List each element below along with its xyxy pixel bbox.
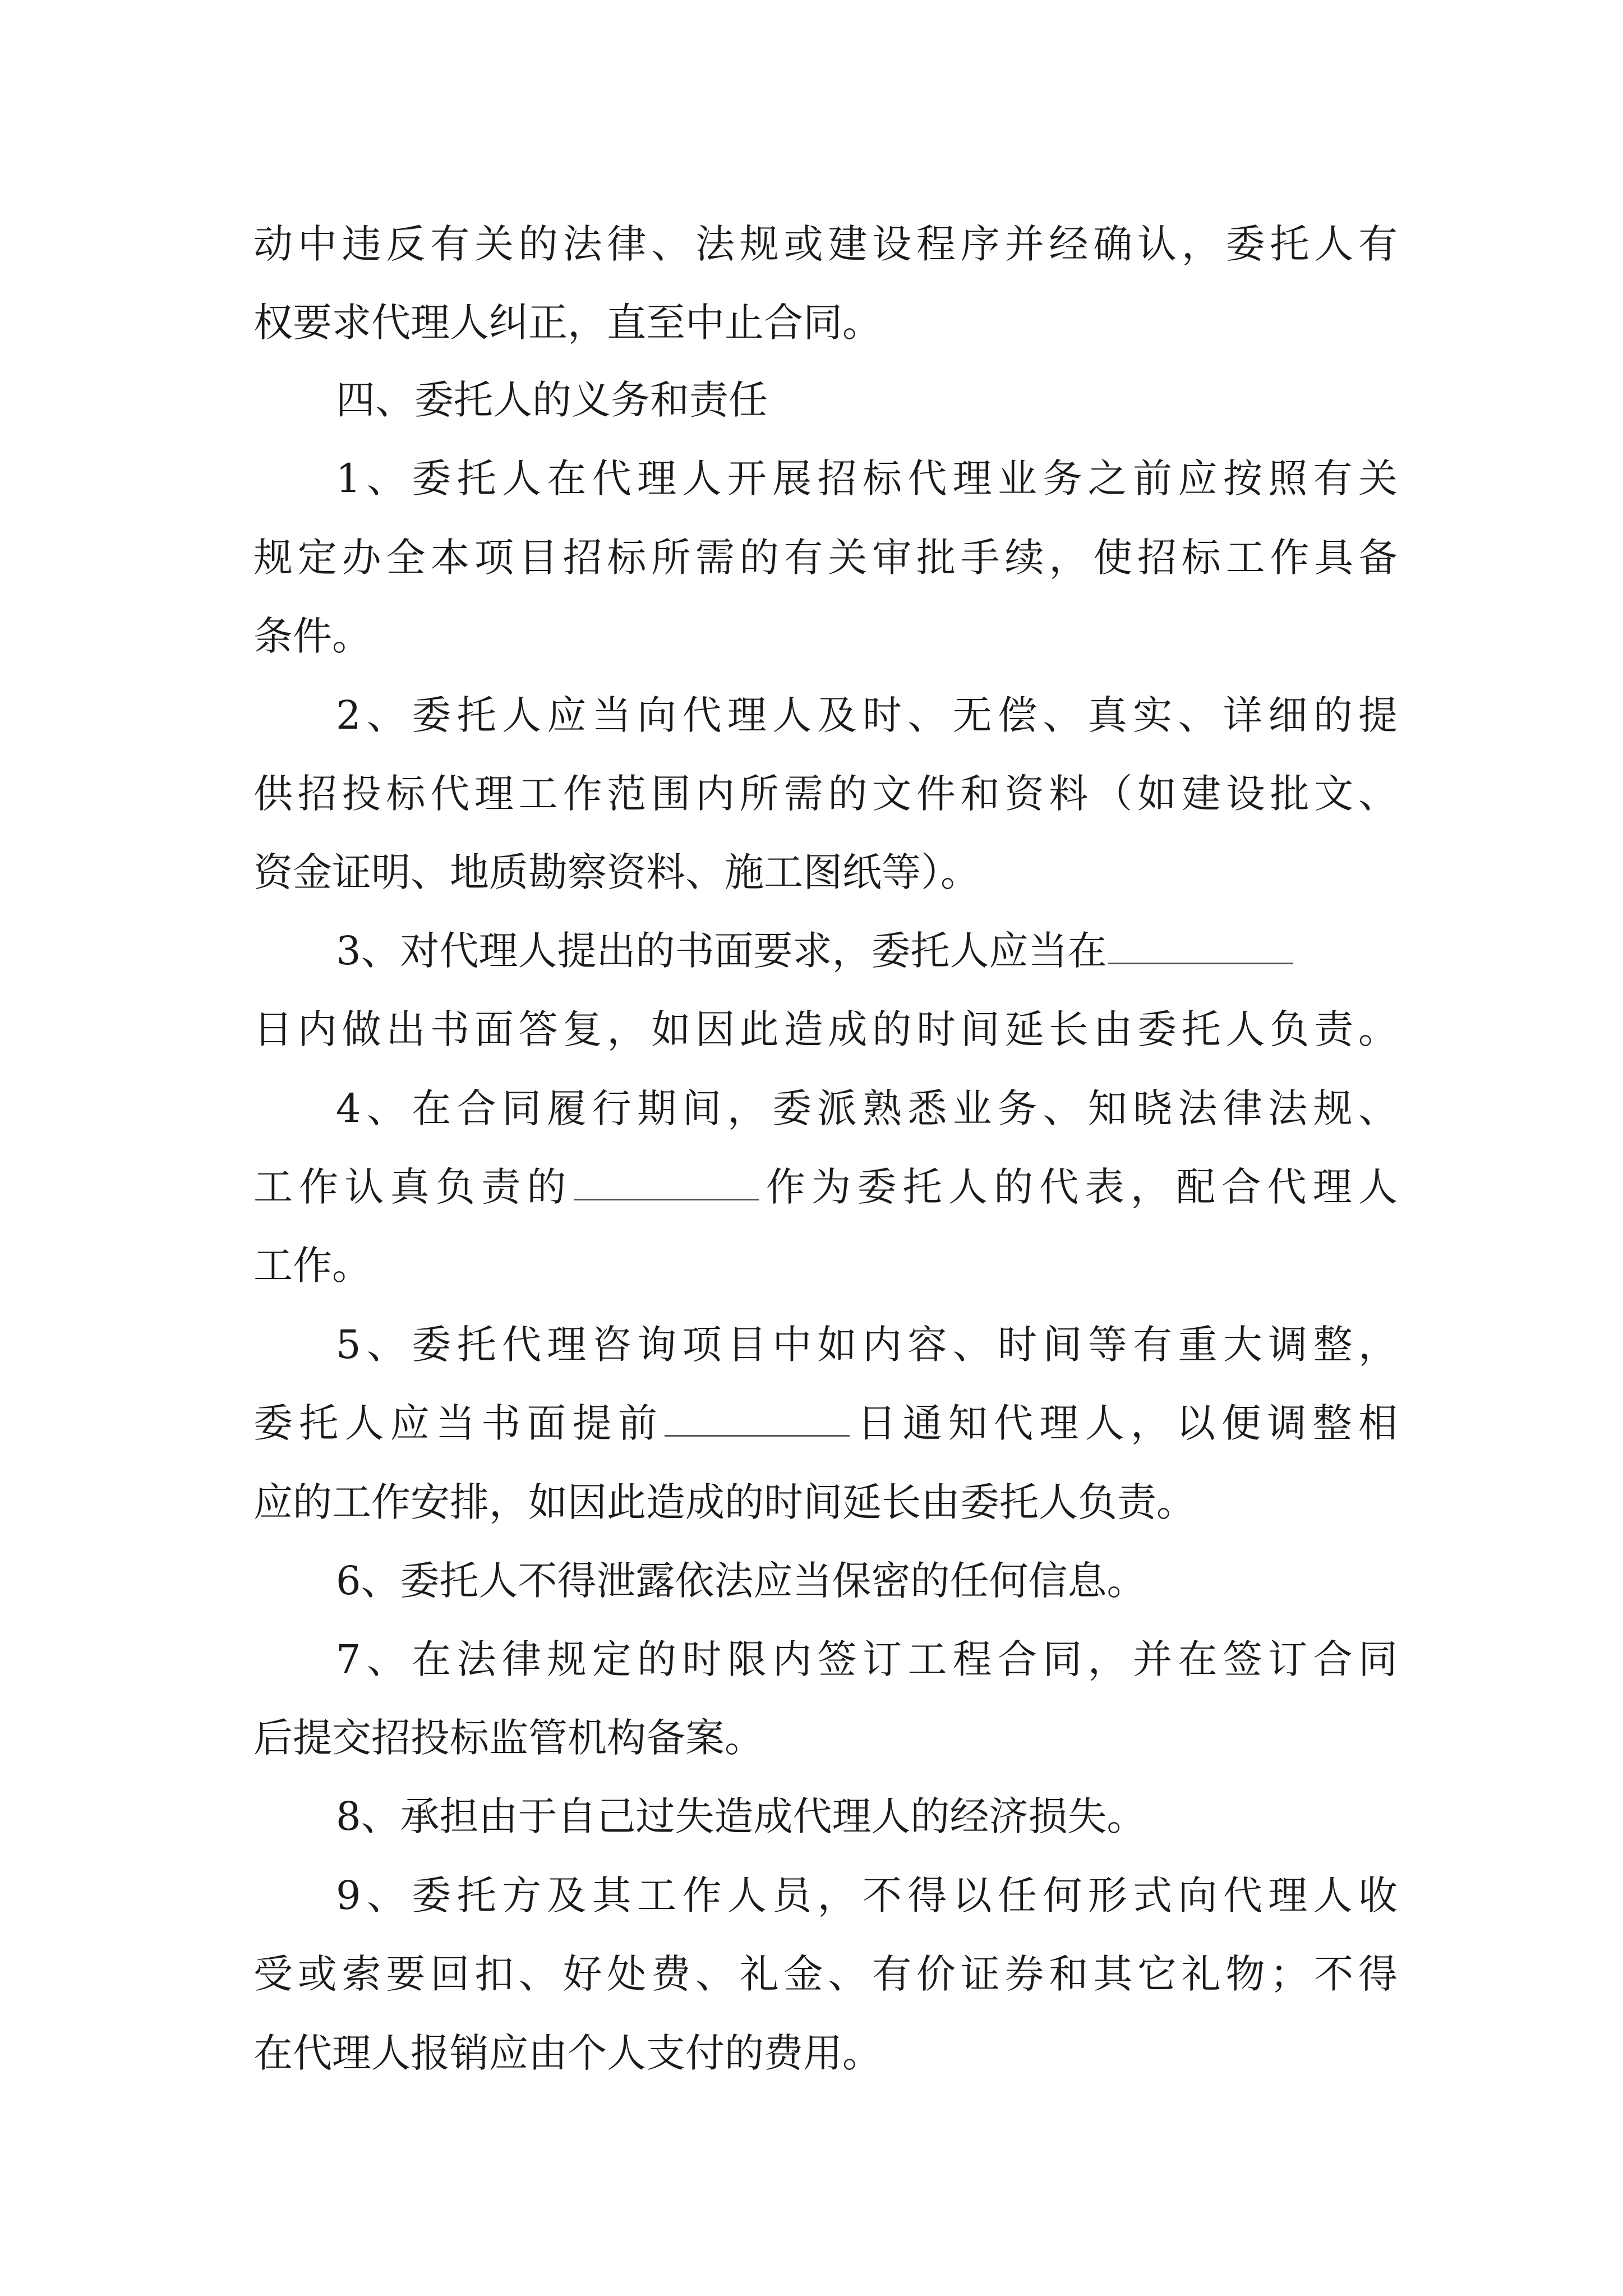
paragraph-line: 在代理人报销应由个人支付的费用。 — [253, 2030, 882, 2076]
paragraph-line: 9、委托方及其工作人员，不得以任何形式向代理人收 — [336, 1872, 1398, 1918]
paragraph-line-with-blank — [253, 1384, 1398, 1462]
fill-in-blank — [665, 1401, 850, 1437]
paragraph-line: 8、承担由于自己过失造成代理人的经济损失。 — [336, 1793, 1146, 1839]
paragraph-line: 受或索要回扣、好处费、礼金、有价证券和其它礼物；不得 — [253, 1951, 1398, 1997]
paragraph-line: 6、委托人不得泄露依法应当保密的任何信息。 — [336, 1558, 1146, 1604]
line-text-after: 作为委托人的代表，配合代理人 — [759, 1164, 1398, 1210]
paragraph-line: 工作。 — [253, 1243, 371, 1289]
paragraph-line: 规定办全本项目招标所需的有关审批手续，使招标工作具备 — [253, 535, 1398, 581]
paragraph-line-with-blank — [336, 912, 1398, 990]
line-text-before: 3、对代理人提出的书面要求，委托人应当在 — [336, 928, 1107, 974]
paragraph-line: 供招投标代理工作范围内所需的文件和资料（如建设批文、 — [253, 771, 1398, 817]
paragraph-line: 5、委托代理咨询项目中如内容、时间等有重大调整， — [336, 1322, 1398, 1368]
line-text-before: 委托人应当书面提前 — [253, 1400, 664, 1446]
paragraph-line: 动中违反有关的法律、法规或建设程序并经确认，委托人有 — [253, 221, 1398, 267]
line-text-before: 工作认真负责的 — [253, 1164, 573, 1210]
fill-in-blank — [1108, 929, 1293, 964]
paragraph-line: 日内做出书面答复，如因此造成的时间延长由委托人负责。 — [253, 1006, 1398, 1052]
paragraph-line-with-blank — [253, 1148, 1398, 1226]
paragraph-line: 权要求代理人纠正，直至中止合同。 — [253, 300, 882, 346]
line-text-after: 日通知代理人，以便调整相 — [851, 1400, 1398, 1446]
paragraph-line: 2、委托人应当向代理人及时、无偿、真实、详细的提 — [336, 692, 1398, 738]
paragraph-line: 4、在合同履行期间，委派熟悉业务、知晓法律法规、 — [336, 1085, 1398, 1131]
paragraph-line: 1、委托人在代理人开展招标代理业务之前应按照有关 — [336, 455, 1398, 501]
fill-in-blank — [574, 1165, 759, 1200]
paragraph-line: 应的工作安排，如因此造成的时间延长由委托人负责。 — [253, 1479, 1196, 1525]
paragraph-line: 条件。 — [253, 613, 371, 659]
paragraph-line: 7、在法律规定的时限内签订工程合同，并在签订合同 — [336, 1636, 1398, 1682]
paragraph-line: 后提交招投标监管机构备案。 — [253, 1715, 764, 1761]
section-heading: 四、委托人的义务和责任 — [336, 377, 768, 423]
paragraph-line: 资金证明、地质勘察资料、施工图纸等）。 — [253, 849, 980, 895]
